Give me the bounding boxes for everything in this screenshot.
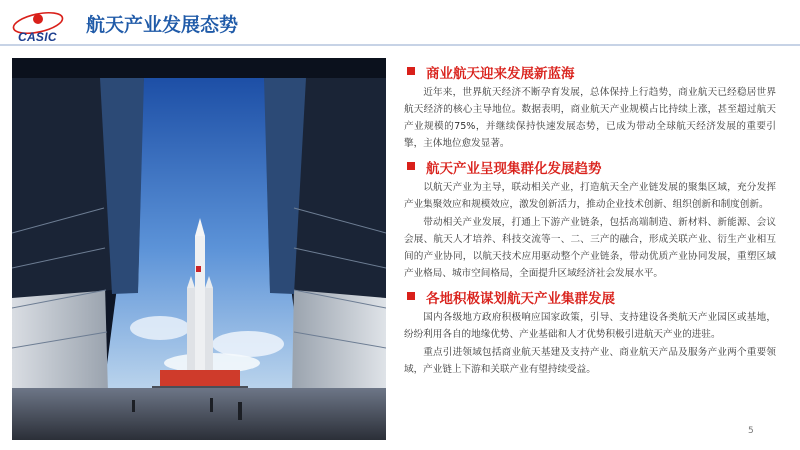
company-logo [8,6,72,44]
rocket-launch-tower-photo [12,58,386,440]
section-heading [404,287,776,307]
section-heading-text: 商业航天迎来发展新蓝海 [426,66,575,82]
section-paragraph: 国内各级地方政府积极响应国家政策，引导、支持建设各类航天产业园区或基地，纷纷利用各自的地缘优势、产业基础和人才优势积极引进航天产业的进驻。 [404,312,776,340]
content-column [404,62,776,379]
section-paragraph: 近年来，世界航天经济不断孕育发展，总体保持上行趋势，商业航天已经稳居世界航天经济的核心主导地位。数据表明，商业航天产业规模占比持续上涨，甚至超过航天产业规模的75%，并继续保持快速发展态势，已成为带动全球航天经济发展的重要引擎，主体地位愈发显著。 [404,87,776,149]
logo-wordmark: CASIC [18,30,57,44]
section-heading-text: 各地积极谋划航天产业集群发展 [426,291,615,307]
section-paragraph: 带动相关产业发展，打通上下游产业链条，包括高端制造、新材料、新能源、会议会展、航天人才培养、科技交流等一、二、三产的融合，形成关联产业、衍生产业相互间的产业协同，以航天技术应用驱动整个产业链条，带动优质产业协同发展，重塑区域产业格局、城市空间格局，全面提升区域经济社会发展水平。 [404,217,776,279]
page-title: 航天产业发展态势 [86,14,239,36]
square-bullet-icon [407,67,415,75]
section-heading [404,157,776,177]
square-bullet-icon [407,292,415,300]
square-bullet-icon [407,162,415,170]
section-commercial-space [404,62,776,152]
section-paragraph: 以航天产业为主导，联动相关产业，打造航天全产业链发展的聚集区域，充分发挥产业集聚效应和规模效应，激发创新活力，推动企业技术创新、组织创新和制度创新。 [404,182,776,210]
slide-header [0,0,800,48]
section-heading-text: 航天产业呈现集群化发展趋势 [426,161,602,177]
section-industry-cluster-trend [404,157,776,282]
rocket-photo-illustration [12,58,386,440]
section-heading [404,62,776,82]
page-number: 5 [748,426,754,436]
section-paragraph: 重点引进领域包括商业航天基建及支持产业、商业航天产品及服务产业两个重要领域，产业链上下游和关联产业有望持续受益。 [404,347,776,375]
section-local-cluster-planning [404,287,776,378]
header-divider [0,44,800,46]
